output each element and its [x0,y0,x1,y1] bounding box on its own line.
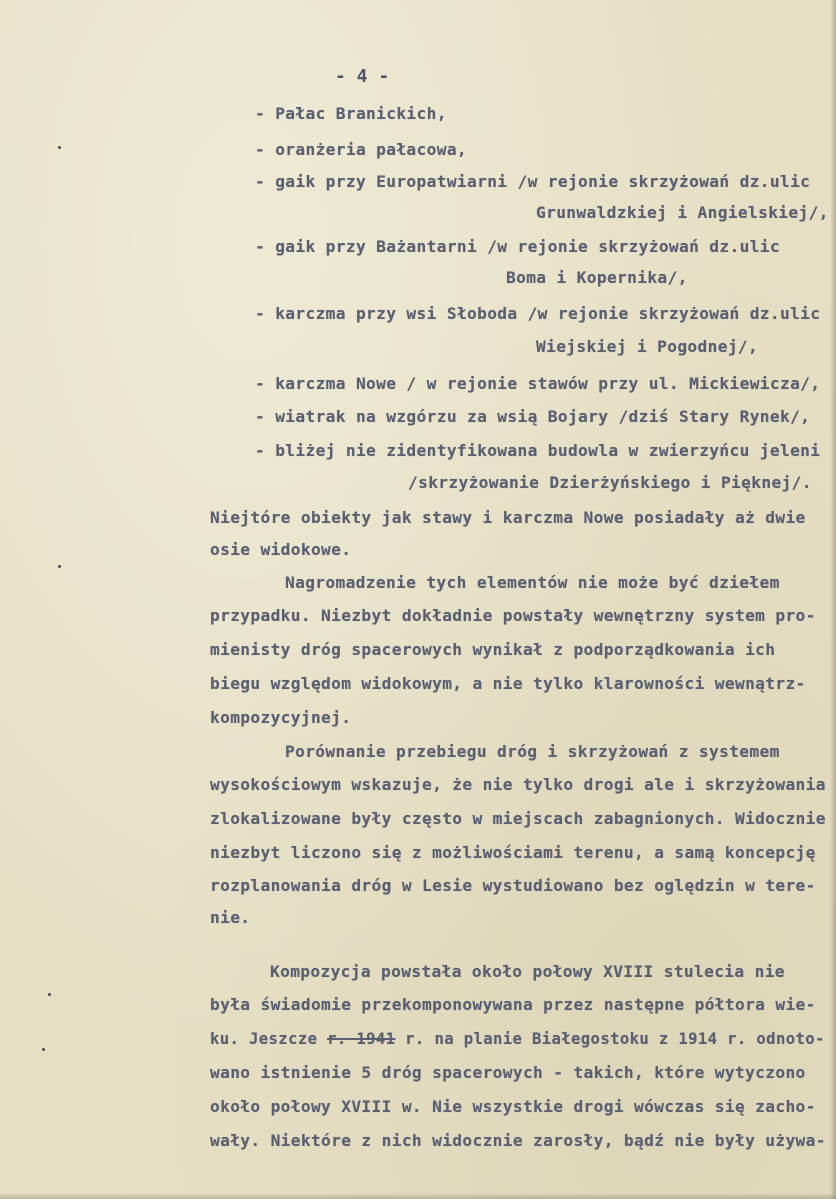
list-item: - oranżeria pałacowa, [255,140,468,159]
page-edge-shadow [830,0,836,1199]
list-item: - gaik przy Europatwiarni /w rejonie skrzyżowań dz.ulic [255,172,811,191]
list-item: - Pałac Branickich, [255,104,447,123]
list-item: - wiatrak na wzgórzu za wsią Bojary /dziś Stary Rynek/, [255,407,811,426]
paragraph-line: Niejtóre obiekty jak stawy i karczma Nowe posiadały aż dwie [210,508,806,527]
paragraph-line: Kompozycja powstała około połowy XVIII stulecia nie [270,962,785,981]
paper-speck [42,1048,45,1051]
paragraph-line: Nagromadzenie tych elementów nie może być dziełem [285,573,780,592]
paragraph-line: osie widokowe. [210,540,352,559]
paragraph-line: przypadku. Niezbyt dokładnie powstały wewnętrzny system pro- [210,606,816,625]
paragraph-line: wały. Niektóre z nich widocznie zarosły, bądź nie były używa- [210,1131,826,1150]
list-item: - bliżej nie zidentyfikowana budowla w zwierzyńcu jeleni [255,441,821,460]
paragraph-line: nie. [210,908,251,927]
paragraph-line: niezbyt liczono się z możliwościami terenu, a samą koncepcję [210,843,816,862]
list-item-continuation: Boma i Kopernika/, [506,268,688,287]
paragraph-line: Porównanie przebiegu dróg i skrzyżowań z systemem [285,742,780,761]
paper-speck [58,146,61,149]
paragraph-line: wysokościowym wskazuje, że nie tylko drogi ale i skrzyżowania [210,775,826,794]
paragraph-line [210,1029,825,1049]
paragraph-line: zlokalizowane były często w miejscach zabagnionych. Widocznie [210,809,826,828]
paragraph-line: około połowy XVIII w. Nie wszystkie drogi wówczas się zacho- [210,1097,816,1116]
list-item-continuation: Wiejskiej i Pogodnej/, [536,337,759,356]
paragraph-line: biegu względom widokowym, a nie tylko klarowności wewnątrz- [210,674,806,693]
struck-out-text: r. 1941 [327,1029,396,1048]
list-item-continuation: /skrzyżowanie Dzierżyńskiego i Pięknej/. [408,473,812,492]
paragraph-line: kompozycyjnej. [210,708,352,727]
page-edge-shadow-bottom [0,1193,836,1199]
list-item: - gaik przy Bażantarni /w rejonie skrzyżowań dz.ulic [255,237,780,256]
paper-speck [48,993,51,996]
paragraph-line: była świadomie przekomponowywana przez następne półtora wie- [210,995,816,1014]
list-item: - karczma przy wsi Słoboda /w rejonie skrzyżowań dz.ulic [255,304,821,323]
list-item: - karczma Nowe / w rejonie stawów przy ul. Mickiewicza/, [255,374,821,393]
list-item-continuation: Grunwaldzkiej i Angielskiej/, [536,203,829,222]
text-fragment: ku. Jeszcze [210,1029,318,1048]
page-number: - 4 - [335,66,390,87]
paragraph-line: rozplanowania dróg w Lesie wystudiowano bez oględzin w tere- [210,876,816,895]
text-fragment: r. na planie Białegostoku z 1914 r. odnoto- [405,1029,825,1048]
paper-speck [58,565,61,568]
paragraph-line: mienisty dróg spacerowych wynikał z podporządkowania ich [210,640,776,659]
paragraph-line: wano istnienie 5 dróg spacerowych - takich, które wytyczono [210,1063,806,1082]
